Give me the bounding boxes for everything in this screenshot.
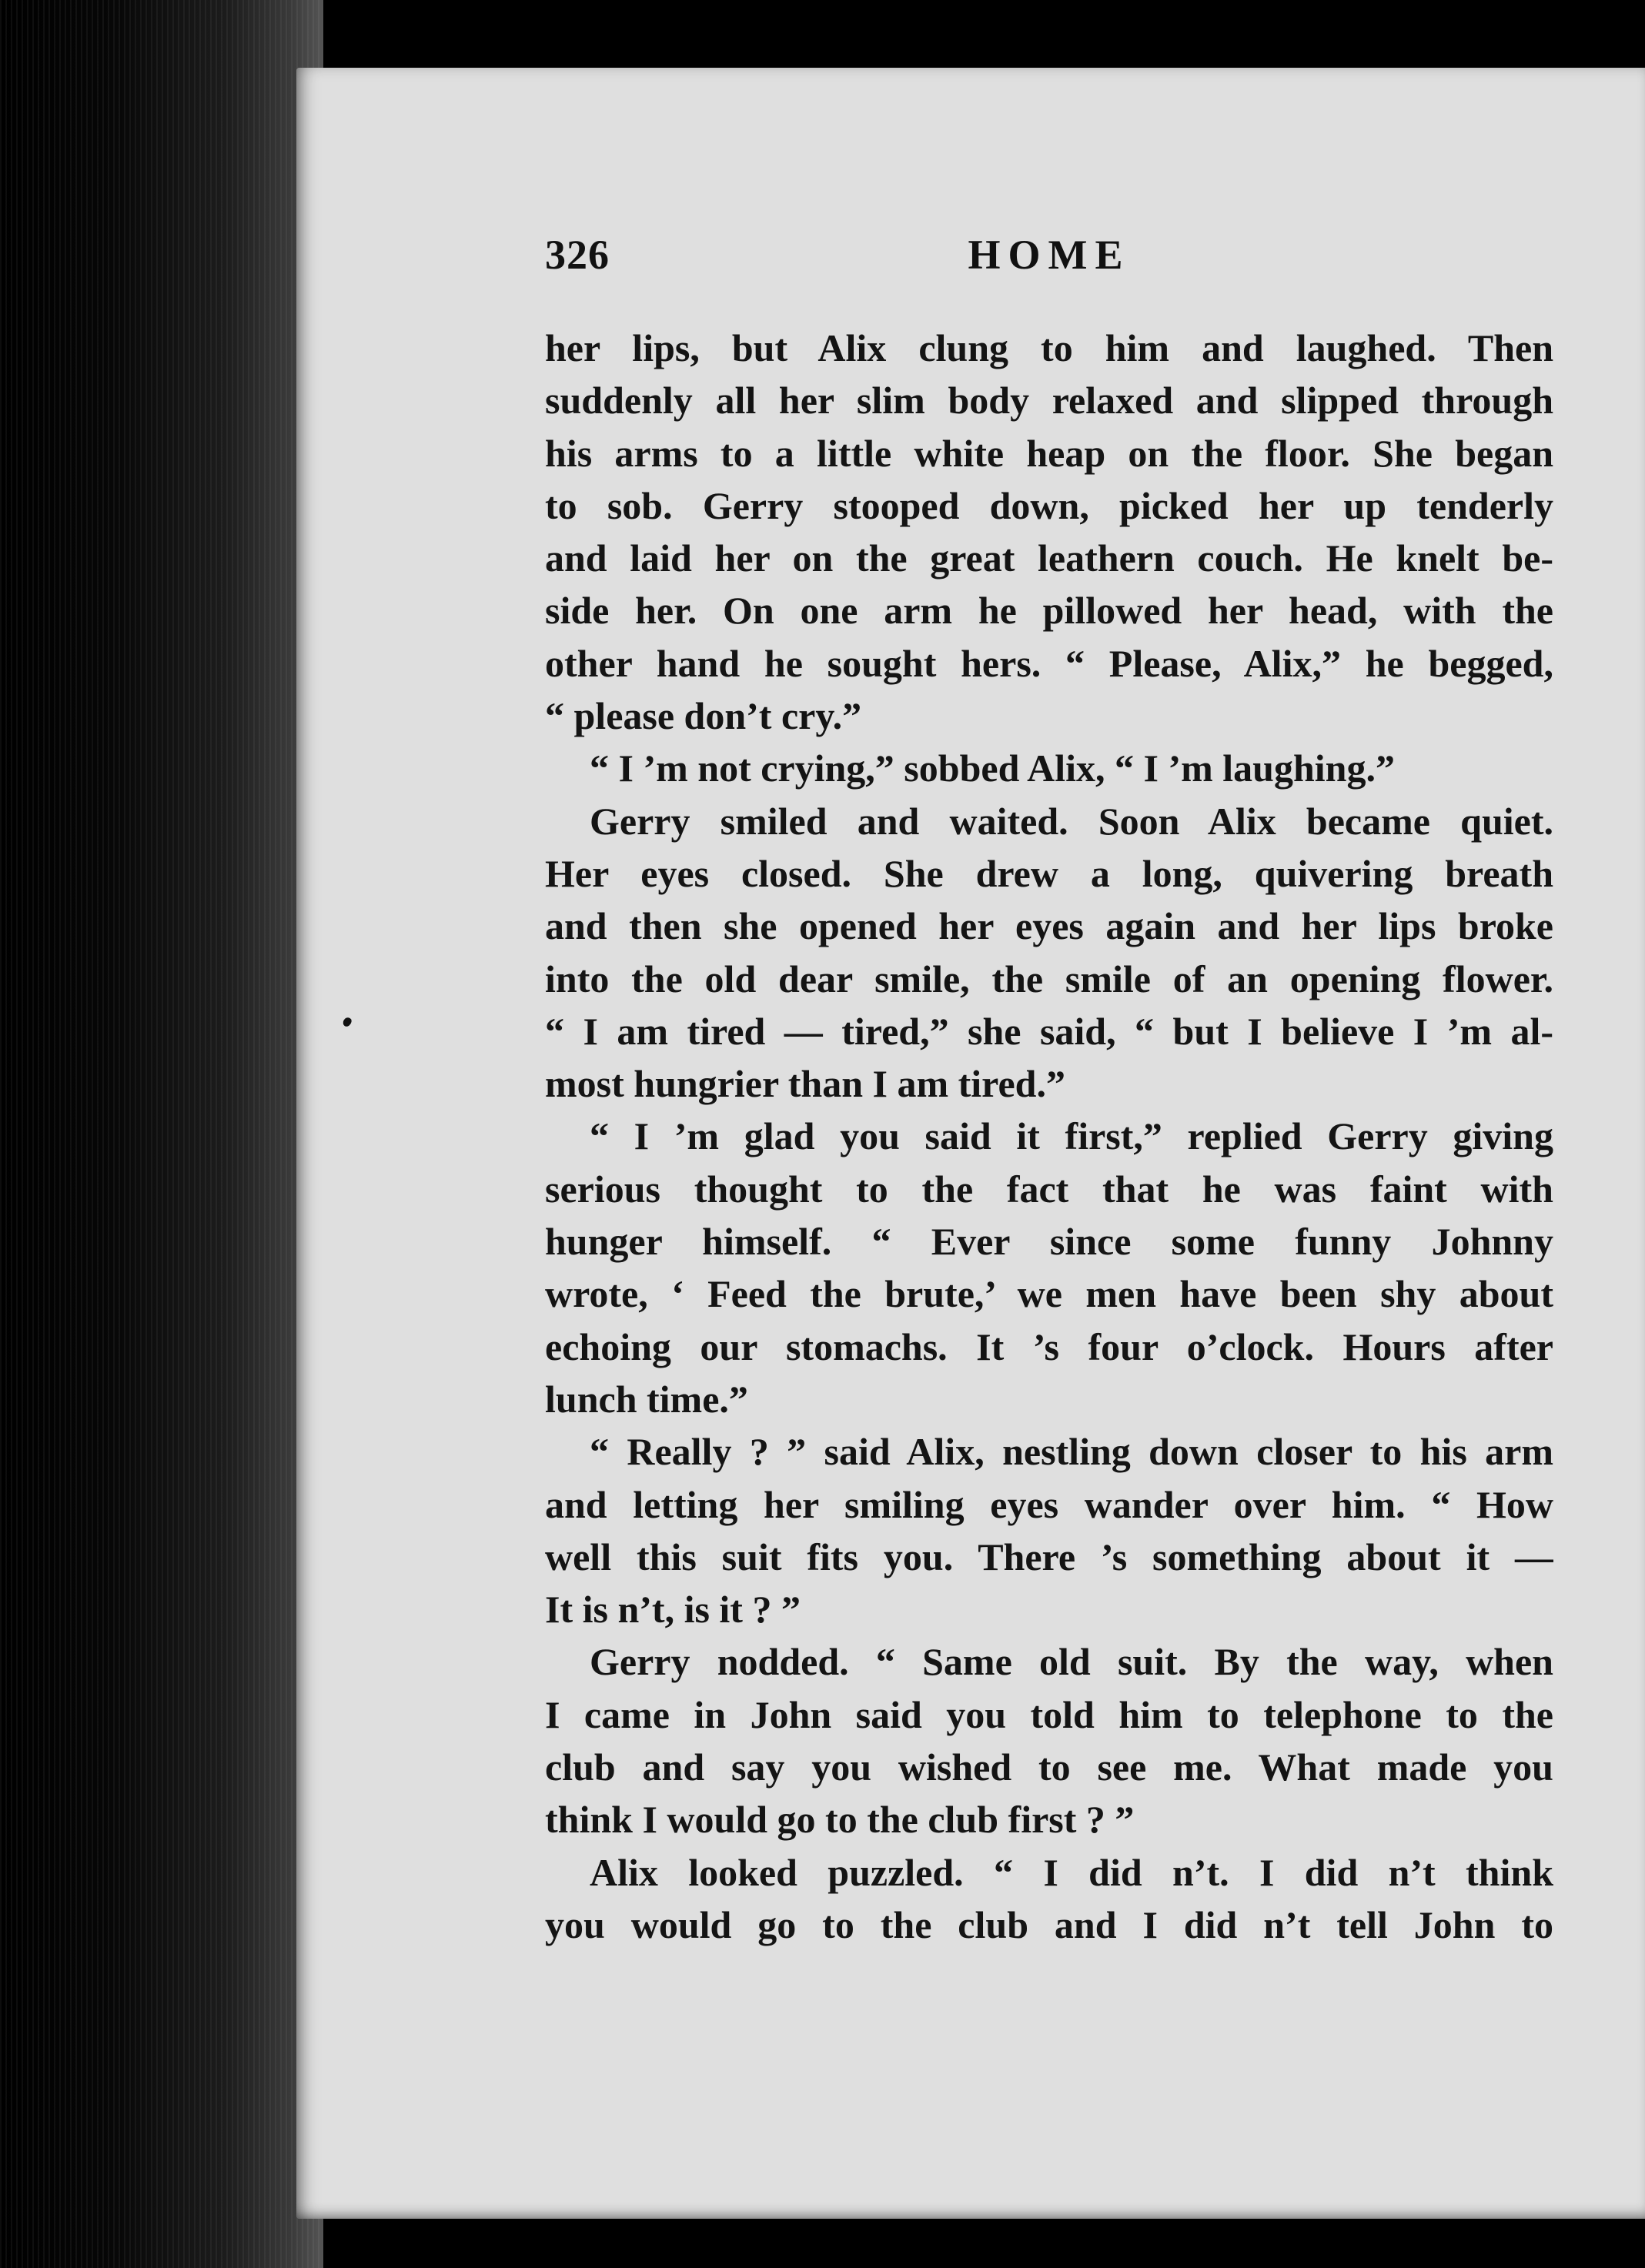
text-line: well this suit fits you. There ’s something about it — [545,1535,1553,1578]
text-line: into the old dear smile, the smile of an opening flower. [545,957,1553,1000]
page-number: 326 [545,232,610,278]
text-line: suddenly all her slim body relaxed and slipped through [545,379,1553,423]
running-head: HOME [968,232,1131,278]
text-line: other hand he sought hers. “ Please, Alix,” he begged, [545,641,1553,685]
text-line: hunger himself. “ Ever since some funny Johnny [545,1220,1553,1264]
text-line: club and say you wished to see me. What made you [545,1745,1553,1789]
text-line: serious thought to the fact that he was faint with [545,1167,1553,1211]
text-line: his arms to a little white heap on the floor. She began [545,431,1553,475]
text-line: echoing our stomachs. It ’s four o’clock. Hours after [545,1324,1553,1368]
text-line: I came in John said you told him to telephone to the [545,1692,1553,1736]
body-text [545,322,1553,1951]
text-line: It is n’t, is it ? ” [545,1588,801,1632]
text-line: Alix looked puzzled. “ I did n’t. I did n’t think [590,1850,1553,1894]
text-line: “ I ’m glad you said it first,” replied Gerry giving [590,1114,1553,1158]
text-line: Gerry smiled and waited. Soon Alix became quiet. [590,799,1553,843]
text-line: and laid her on the great leathern couch. He knelt be- [545,536,1553,580]
text-line: “ Really ? ” said Alix, nestling down closer to his arm [590,1430,1553,1474]
text-line: “ I am tired — tired,” she said, “ but I believe I ’m al- [545,1009,1553,1053]
text-line: think I would go to the club first ? ” [545,1798,1135,1842]
text-line: and then she opened her eyes again and her lips broke [545,904,1553,948]
text-line: “ I ’m not crying,” sobbed Alix, “ I ’m laughing.” [590,747,1395,790]
text-line: to sob. Gerry stooped down, picked her up tenderly [545,483,1553,527]
page-header [545,231,1553,292]
text-line: and letting her smiling eyes wander over him. “ How [545,1482,1553,1526]
text-line: side her. On one arm he pillowed her head, with the [545,589,1553,633]
text-line: most hungrier than I am tired.” [545,1062,1065,1106]
text-line: lunch time.” [545,1377,748,1421]
text-line: her lips, but Alix clung to him and laughed. Then [545,326,1553,369]
text-line: Her eyes closed. She drew a long, quivering breath [545,851,1553,895]
text-line: you would go to the club and I did n’t tell John to [545,1902,1553,1946]
book-spine-edge [0,0,323,2268]
text-line: “ please don’t cry.” [545,694,862,738]
text-line: wrote, ‘ Feed the brute,’ we men have been shy about [545,1272,1553,1316]
text-line: Gerry nodded. “ Same old suit. By the way, when [590,1640,1553,1684]
